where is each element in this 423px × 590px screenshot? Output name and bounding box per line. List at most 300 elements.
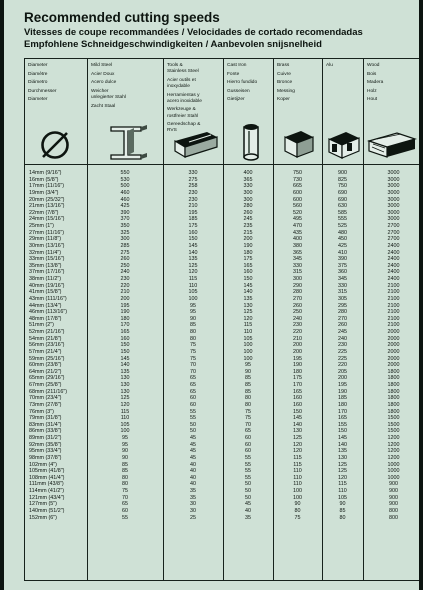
table-cell: 600	[293, 189, 302, 196]
table-cell: 65	[122, 501, 128, 508]
table-cell: 360	[338, 269, 347, 276]
table-cell: 2100	[387, 309, 400, 316]
header-line: inoxydable	[167, 84, 190, 89]
table-cell: 80	[190, 329, 196, 335]
table-cell: 50	[245, 481, 251, 488]
table-cell: 160	[293, 401, 302, 408]
table-cell: 2400	[387, 269, 400, 276]
table-cell: 30	[190, 507, 196, 514]
header-line: Zacht Staal	[91, 103, 116, 109]
table-cell: 60mm (23/8")	[29, 362, 62, 369]
table-cell: 1200	[387, 454, 400, 461]
table-cell: 2700	[387, 223, 400, 229]
table-cell: 560	[293, 203, 302, 210]
table-cell: 41mm (15/8")	[29, 289, 62, 296]
table-cell: 260	[338, 322, 347, 329]
table-cell: 2000	[387, 348, 400, 355]
table-cell: 3000	[387, 209, 400, 216]
table-cell: 520	[293, 209, 302, 216]
table-cell: 80	[245, 401, 251, 408]
table-cell: 210	[188, 203, 198, 210]
table-cell: 60	[245, 435, 251, 441]
header-line: Diameter	[28, 63, 48, 68]
header-line: Cuivre	[277, 71, 291, 77]
table-cell: 45	[190, 448, 196, 455]
table-cell: 60	[190, 395, 196, 402]
table-cell: 80	[122, 474, 128, 481]
table-cell: 1800	[387, 401, 400, 408]
table-cell: 390	[120, 209, 130, 216]
table-cell: 56mm (23/16")	[29, 342, 65, 349]
table-cell: 110	[243, 329, 253, 335]
table-cell: 230	[188, 189, 198, 196]
table-cell: 350	[120, 223, 130, 229]
table-cell: 70	[190, 368, 196, 375]
header-line: Bronce	[277, 80, 293, 86]
table-cell: 1500	[387, 415, 400, 422]
table-cell: 170	[120, 322, 130, 329]
table-cell: 190	[293, 362, 302, 369]
table-cell: 425	[338, 242, 347, 249]
table-cell: 110	[293, 468, 302, 475]
diameter-column	[29, 170, 85, 521]
table-cell: 110	[293, 481, 302, 488]
table-cell: 250	[293, 309, 302, 316]
table-cell: 2000	[387, 362, 400, 369]
table-cell: 2400	[387, 256, 400, 263]
table-cell: 65	[190, 382, 196, 388]
table-cell: 76mm (3")	[29, 408, 54, 415]
header-line: Acier outils et	[167, 77, 196, 83]
mild-steel-column	[87, 170, 163, 521]
header-line: rostfreier Stahl	[167, 113, 199, 119]
table-cell: 90	[245, 368, 251, 375]
table-cell: 115	[243, 322, 253, 329]
table-cell: 370	[120, 216, 130, 223]
table-cell: 150	[188, 236, 198, 243]
table-cell: 230	[188, 196, 198, 203]
table-cell: 258	[188, 183, 198, 190]
table-cell: 290	[293, 282, 302, 289]
table-cell: 80	[122, 481, 128, 488]
table-cell: 86mm (33/8")	[29, 428, 62, 435]
table-cell: 70mm (23/4")	[29, 395, 62, 402]
table-cell: 55	[245, 461, 251, 468]
table-cell: 160	[120, 335, 130, 342]
table-cell: 24mm (15/16")	[29, 216, 65, 223]
header-line: Fonte	[227, 71, 240, 77]
table-cell: 750	[293, 170, 302, 176]
table-cell: 75	[190, 348, 196, 355]
table-cell: 2000	[387, 329, 400, 335]
table-cell: 390	[338, 256, 347, 263]
table-cell: 80	[190, 335, 196, 342]
table-cell: 120	[293, 441, 302, 448]
table-cell: 105	[338, 494, 347, 501]
table-cell: 690	[338, 189, 347, 196]
table-cell: 145	[338, 435, 347, 441]
table-cell: 30mm (13/16")	[29, 242, 65, 249]
table-cell: 55	[190, 415, 196, 422]
table-cell: 29mm (11/8")	[29, 236, 62, 243]
table-cell: 16mm (5/8")	[29, 176, 59, 183]
table-cell: 280	[293, 289, 302, 296]
table-cell: 200	[243, 236, 253, 243]
table-cell: 19mm (3/4")	[29, 189, 59, 196]
cutting-speed-sheet	[4, 0, 419, 590]
table-cell: 170	[293, 382, 302, 388]
table-cell: 100	[243, 342, 253, 349]
table-cell: 275	[120, 249, 130, 256]
header-line: Acero dulce	[91, 80, 117, 86]
table-cell: 27mm (11/16")	[29, 229, 65, 236]
header-mild-steel	[91, 62, 126, 111]
header-diameter	[28, 62, 57, 105]
table-cell: 195	[338, 382, 347, 388]
table-cell: 98mm (37/8")	[29, 454, 62, 461]
table-cell: 1200	[387, 441, 400, 448]
header-line: Weicher	[91, 88, 109, 94]
table-cell: 40	[190, 468, 196, 475]
pipe-icon	[235, 121, 267, 163]
table-cell: 460	[120, 196, 130, 203]
table-cell: 120	[243, 315, 253, 322]
header-line: Hout	[367, 97, 378, 103]
table-cell: 105	[243, 335, 253, 342]
table-cell: 145	[188, 242, 198, 249]
table-cell: 114mm (41/2")	[29, 488, 65, 494]
table-cell: 1000	[387, 461, 400, 468]
table-cell: 95mm (33/4")	[29, 448, 62, 455]
table-cell: 35	[190, 494, 196, 501]
table-cell: 3000	[387, 203, 400, 210]
table-cell: 3000	[387, 216, 400, 223]
table-cell: 1800	[387, 382, 400, 388]
tool-steel-bar-icon	[173, 129, 219, 161]
table-cell: 270	[338, 315, 347, 322]
tools-stainless-column	[163, 170, 223, 521]
table-cell: 75	[190, 355, 196, 362]
table-cell: 525	[338, 223, 347, 229]
header-line: Madera	[367, 80, 384, 86]
table-cell: 900	[389, 481, 398, 488]
table-cell: 220	[338, 362, 347, 369]
table-cell: 100	[243, 348, 253, 355]
table-cell: 2000	[387, 355, 400, 362]
table-cell: 300	[243, 189, 253, 196]
table-cell: 120	[338, 474, 347, 481]
table-cell: 30	[190, 501, 196, 508]
header-tools-stainless	[167, 62, 202, 136]
header-wood	[367, 62, 383, 105]
table-cell: 95	[245, 362, 251, 369]
table-cell: 2400	[387, 262, 400, 269]
table-cell: 280	[243, 203, 253, 210]
table-cell: 2400	[387, 276, 400, 282]
table-cell: 470	[293, 223, 302, 229]
table-cell: 125	[188, 262, 198, 269]
table-cell: 190	[243, 242, 253, 249]
table-cell: 220	[293, 329, 302, 335]
table-cell: 85	[245, 382, 251, 388]
table-cell: 85	[122, 461, 128, 468]
table-cell: 3000	[387, 176, 400, 183]
table-cell: 70	[245, 421, 251, 428]
table-cell: 67mm (25/8")	[29, 382, 62, 388]
brass-column	[273, 170, 322, 521]
table-cell: 2100	[387, 302, 400, 309]
table-cell: 65	[190, 388, 196, 395]
table-cell: 92mm (35/8")	[29, 441, 62, 448]
table-cell: 25mm (1")	[29, 223, 54, 229]
table-cell: 73mm (27/8")	[29, 401, 62, 408]
table-cell: 365	[293, 249, 302, 256]
table-cell: 800	[389, 507, 398, 514]
header-line: Koper	[277, 97, 290, 103]
table-cell: 2100	[387, 315, 400, 322]
table-cell: 110	[188, 282, 198, 289]
table-cell: 3000	[387, 183, 400, 190]
table-cell: 43mm (111/16")	[29, 295, 67, 302]
table-cell: 90	[339, 501, 346, 508]
table-cell: 280	[338, 309, 347, 316]
table-cell: 2100	[387, 282, 400, 289]
table-cell: 48mm (17/8")	[29, 315, 62, 322]
table-cell: 300	[120, 236, 130, 243]
table-cell: 20mm (25/32")	[29, 196, 65, 203]
table-cell: 120	[120, 401, 130, 408]
table-cell: 45	[190, 441, 196, 448]
table-cell: 180	[120, 315, 130, 322]
table-cell: 125	[120, 395, 130, 402]
table-cell: 1000	[387, 474, 400, 481]
table-cell: 110	[338, 488, 347, 494]
table-cell: 530	[120, 176, 130, 183]
table-cell: 105	[120, 421, 130, 428]
header-line: Bois	[367, 71, 377, 77]
table-cell: 3000	[387, 170, 400, 176]
table-cell: 40mm (19/16")	[29, 282, 65, 289]
table-cell: 38mm (11/2")	[29, 276, 62, 282]
header-brass	[277, 62, 295, 105]
header-line: Gietijzer	[227, 97, 245, 103]
table-cell: 120	[293, 448, 302, 455]
table-cell: 1500	[387, 428, 400, 435]
table-cell: 730	[293, 176, 302, 183]
table-cell: 45	[245, 501, 251, 508]
table-cell: 64mm (21/2")	[29, 368, 62, 375]
table-cell: 260	[243, 209, 253, 216]
table-cell: 1000	[387, 468, 400, 475]
table-cell: 1800	[387, 368, 400, 375]
table-cell: 100	[188, 295, 198, 302]
table-cell: 245	[243, 216, 253, 223]
table-cell: 160	[243, 269, 253, 276]
table-cell: 127mm (5")	[29, 501, 57, 508]
table-cell: 51mm (2")	[29, 322, 54, 329]
table-cell: 480	[338, 229, 347, 236]
table-cell: 125	[243, 309, 253, 316]
table-cell: 250	[120, 262, 130, 269]
table-cell: 32mm (11/4")	[29, 249, 62, 256]
table-cell: 190	[338, 388, 347, 395]
cast-iron-column	[223, 170, 273, 521]
table-cell: 17mm (11/16")	[29, 183, 65, 190]
table-cell: 1800	[387, 395, 400, 402]
table-cell: 90	[190, 315, 196, 322]
table-cell: 165	[293, 388, 302, 395]
table-cell: 80	[245, 395, 251, 402]
table-cell: 185	[188, 216, 198, 223]
table-cell: 195	[188, 209, 198, 216]
table-cell: 33mm (15/16")	[29, 256, 65, 263]
table-cell: 220	[120, 282, 130, 289]
table-cell: 1200	[387, 435, 400, 441]
table-cell: 55	[190, 408, 196, 415]
table-cell: 150	[120, 342, 130, 349]
table-cell: 130	[293, 428, 302, 435]
header-line: Brass	[277, 63, 290, 68]
table-cell: 45	[190, 435, 196, 441]
table-cell: 175	[188, 223, 198, 229]
table-cell: 102mm (4")	[29, 461, 57, 468]
table-cell: 45	[190, 454, 196, 461]
table-cell: 365	[243, 176, 253, 183]
table-cell: 130	[338, 454, 347, 461]
table-cell: 140mm (51/2")	[29, 507, 65, 514]
table-cell: 90	[294, 501, 301, 508]
table-cell: 155	[338, 421, 347, 428]
table-cell: 54mm (21/8")	[29, 335, 62, 342]
table-cell: 35	[245, 514, 251, 521]
table-cell: 95	[122, 435, 128, 441]
table-cell: 108mm (41/4")	[29, 474, 65, 481]
table-cell: 900	[389, 501, 398, 508]
i-beam-icon	[101, 125, 151, 161]
header-line: Durchmesser	[28, 88, 57, 94]
table-cell: 50	[190, 428, 196, 435]
table-cell: 150	[120, 348, 130, 355]
header-line: Gusseisen	[227, 88, 250, 94]
table-cell: 135	[188, 256, 198, 263]
table-cell: 115	[338, 481, 347, 488]
header-line: Cast Iron	[227, 63, 247, 68]
table-cell: 375	[338, 262, 347, 269]
table-cell: 2100	[387, 289, 400, 296]
table-cell: 400	[293, 236, 302, 243]
table-cell: 100	[293, 494, 302, 501]
table-cell: 300	[293, 276, 302, 282]
alu-column	[322, 170, 363, 521]
table-cell: 75	[245, 415, 251, 422]
table-cell: 130	[120, 388, 130, 395]
title-french-spanish: Vitesses de coupe recommandées / Velocidades de cortado recomendadas	[24, 27, 363, 38]
table-cell: 75	[294, 514, 301, 521]
table-cell: 750	[338, 183, 347, 190]
table-cell: 180	[243, 249, 253, 256]
table-cell: 80	[294, 507, 301, 514]
table-cell: 330	[293, 262, 302, 269]
table-cell: 40	[190, 481, 196, 488]
table-cell: 135	[120, 368, 130, 375]
table-cell: 330	[338, 282, 347, 289]
table-cell: 14mm (9/16")	[29, 170, 62, 176]
table-cell: 450	[338, 236, 347, 243]
table-cell: 275	[188, 176, 198, 183]
header-cast-iron	[227, 62, 257, 105]
header-line: unlegierter Stahl	[91, 94, 126, 100]
table-cell: 125	[338, 468, 347, 475]
table-cell: 150	[293, 408, 302, 415]
table-cell: 55	[245, 454, 251, 461]
table-cell: 180	[293, 368, 302, 375]
table-cell: 260	[293, 302, 302, 309]
table-cell: 230	[338, 342, 347, 349]
table-cell: 115	[120, 408, 130, 415]
table-cell: 410	[338, 249, 347, 256]
table-cell: 85	[245, 375, 251, 382]
table-cell: 85	[122, 468, 128, 475]
table-cell: 111mm (43/8")	[29, 481, 64, 488]
table-cell: 130	[243, 302, 253, 309]
header-alu	[326, 62, 333, 71]
table-cell: 200	[293, 348, 302, 355]
table-cell: 240	[338, 335, 347, 342]
table-cell: 345	[338, 276, 347, 282]
table-cell: 105mm (41/8")	[29, 468, 65, 475]
table-cell: 305	[338, 295, 347, 302]
table-cell: 70	[190, 362, 196, 369]
table-cell: 205	[338, 368, 347, 375]
table-cell: 165	[120, 329, 130, 335]
table-cell: 140	[188, 249, 198, 256]
table-cell: 1800	[387, 375, 400, 382]
table-cell: 50	[245, 488, 251, 494]
table-cell: 555	[338, 216, 347, 223]
table-cell: 185	[338, 395, 347, 402]
table-cell: 65	[190, 375, 196, 382]
table-cell: 79mm (31/8")	[29, 415, 62, 422]
table-cell: 500	[120, 183, 130, 190]
table-cell: 90	[122, 454, 128, 461]
table-cell: 85	[190, 322, 196, 329]
table-cell: 50	[190, 421, 196, 428]
table-cell: 105	[188, 289, 198, 296]
header-line: Werkzeuge &	[167, 107, 196, 113]
table-cell: 900	[338, 170, 347, 176]
table-cell: 125	[293, 435, 302, 441]
table-cell: 110	[120, 415, 130, 422]
table-cell: 600	[293, 196, 302, 203]
header-line: Gereedschap &	[167, 122, 201, 128]
table-cell: 130	[120, 375, 130, 382]
table-cell: 300	[243, 196, 253, 203]
table-cell: 60	[122, 507, 128, 514]
table-cell: 37mm (17/16")	[29, 269, 65, 276]
header-line: Tools &	[167, 63, 183, 68]
table-cell: 800	[389, 514, 398, 521]
table-cell: 2400	[387, 242, 400, 249]
header-line: Acier Doux	[91, 71, 115, 77]
table-cell: 160	[293, 395, 302, 402]
table-cell: 165	[338, 415, 347, 422]
table-cell: 40	[245, 507, 251, 514]
table-cell: 315	[338, 289, 347, 296]
table-cell: 215	[243, 229, 253, 236]
table-cell: 70	[122, 494, 128, 501]
table-cell: 90	[122, 448, 128, 455]
table-cell: 160	[188, 229, 198, 236]
